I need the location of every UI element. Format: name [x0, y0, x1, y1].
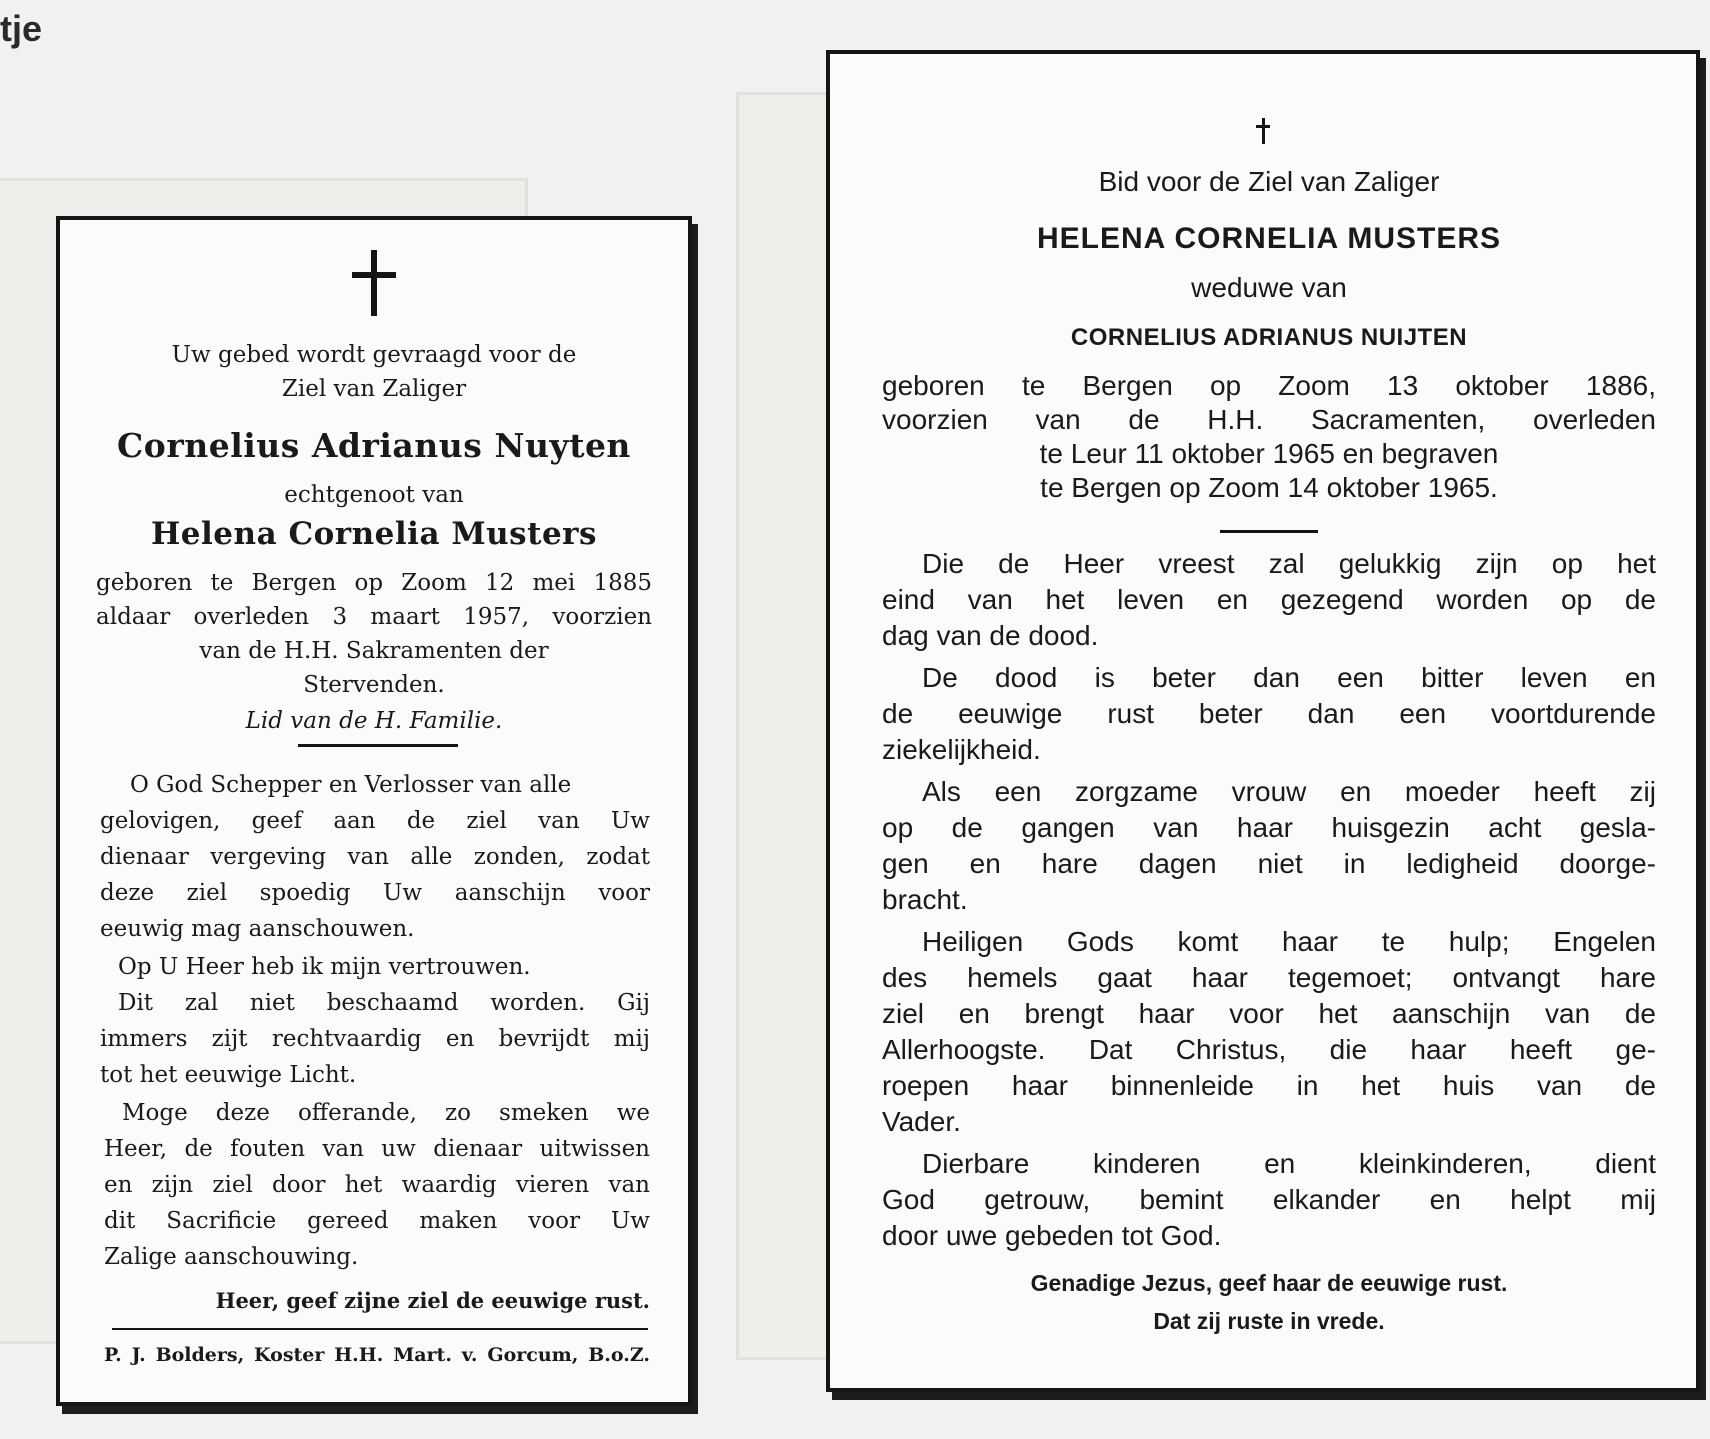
divider-rule — [112, 1328, 648, 1330]
prayer-line: immers zijt rechtvaardig en bevrijdt mij — [100, 1026, 650, 1052]
verse-line: Vader. — [882, 1106, 961, 1137]
bio-line: te Bergen op Zoom 14 oktober 1965. — [1040, 472, 1498, 503]
verse-line: ziekelijkheid. — [882, 734, 1041, 765]
verse-line: God getrouw, bemint elkander en helpt mij — [882, 1184, 1656, 1215]
verse-line: dag van de dood. — [882, 620, 1099, 651]
divider-rule — [1220, 530, 1318, 533]
printer-credit: P. J. Bolders, Koster H.H. Mart. v. Gorcum, B.o.Z. — [104, 1344, 650, 1366]
verse-line: de eeuwige rust beter dan een voortdurende — [882, 698, 1656, 729]
verse-line: op de gangen van haar huisgezin acht gesla- — [882, 812, 1656, 843]
verse-line: Allerhoogste. Dat Christus, die haar heeft ge- — [882, 1034, 1656, 1065]
prayer-line: Op U Heer heb ik mijn vertrouwen. — [118, 954, 531, 980]
prayer-line: Zalige aanschouwing. — [104, 1244, 359, 1270]
verse-line: des hemels gaat haar tegemoet; ontvangt hare — [882, 962, 1656, 993]
relation-label: echtgenoot van — [284, 482, 464, 508]
memorial-card-nuyten — [56, 216, 692, 1406]
bio-line: geboren te Bergen op Zoom 12 mei 1885 — [96, 570, 652, 596]
prayer-line: O God Schepper en Verlosser van alle — [130, 772, 572, 798]
bio-line: geboren te Bergen op Zoom 13 oktober 1886, — [882, 370, 1656, 401]
closing-line: Genadige Jezus, geef haar de eeuwige rust. — [1030, 1270, 1508, 1296]
verse-line: roepen haar binnenleide in het huis van de — [882, 1070, 1656, 1101]
intro-line: Ziel van Zaliger — [281, 376, 467, 402]
prayer-line: eeuwig mag aanschouwen. — [100, 916, 415, 942]
prayer-line: gelovigen, geef aan de ziel van Uw — [100, 808, 650, 834]
verse-line: bracht. — [882, 884, 968, 915]
verse-line: Heiligen Gods komt haar te hulp; Engelen — [922, 926, 1656, 957]
verse-line: gen en hare dagen niet in ledigheid doorge- — [882, 848, 1656, 879]
deceased-name: Cornelius Adrianus Nuyten — [117, 426, 631, 465]
verse-line: ziel en brengt haar voor het aanschijn van de — [882, 998, 1656, 1029]
verse-line: Die de Heer vreest zal gelukkig zijn op het — [922, 548, 1656, 579]
prayer-line: Moge deze offerande, zo smeken we — [122, 1100, 650, 1126]
cross-icon — [352, 250, 396, 316]
verse-line: De dood is beter dan een bitter leven en — [922, 662, 1656, 693]
page-heading-fragment: tje — [0, 8, 43, 49]
bio-line: aldaar overleden 3 maart 1957, voorzien — [96, 604, 652, 630]
memorial-card-musters — [826, 50, 1700, 1392]
bio-line: voorzien van de H.H. Sacramenten, overleden — [882, 404, 1656, 435]
bio-line: van de H.H. Sakramenten der — [199, 638, 549, 664]
spouse-name: Helena Cornelia Musters — [151, 516, 597, 552]
intro-line: Uw gebed wordt gevraagd voor de — [171, 342, 577, 368]
spouse-name: CORNELIUS ADRIANUS NUIJTEN — [1070, 324, 1468, 351]
intro-line: Bid voor de Ziel van Zaliger — [1098, 166, 1440, 197]
divider-rule — [298, 744, 458, 747]
verse-line: eind van het leven en gezegend worden op de — [882, 584, 1656, 615]
bio-line: Stervenden. — [303, 672, 445, 698]
prayer-line: dienaar vergeving van alle zonden, zodat — [100, 844, 650, 870]
closing-line: Heer, geef zijne ziel de eeuwige rust. — [215, 1288, 650, 1313]
verse-line: Als een zorgzame vrouw en moeder heeft zij — [922, 776, 1656, 807]
prayer-line: Dit zal niet beschaamd worden. Gij — [118, 990, 650, 1016]
closing-line: Dat zij ruste in vrede. — [1153, 1308, 1385, 1334]
membership-line: Lid van de H. Familie. — [245, 708, 503, 734]
relation-label: weduwe van — [1191, 272, 1347, 303]
prayer-line: dit Sacrificie gereed maken voor Uw — [104, 1208, 650, 1234]
verse-line: Dierbare kinderen en kleinkinderen, dient — [922, 1148, 1656, 1179]
prayer-line: en zijn ziel door het waardig vieren van — [104, 1172, 650, 1198]
prayer-line: Heer, de fouten van uw dienaar uitwissen — [104, 1136, 650, 1162]
bio-line: te Leur 11 oktober 1965 en begraven — [1039, 438, 1499, 469]
verse-line: door uwe gebeden tot God. — [882, 1220, 1222, 1251]
cross-icon — [1255, 118, 1271, 144]
prayer-line: tot het eeuwige Licht. — [100, 1062, 357, 1088]
deceased-name: HELENA CORNELIA MUSTERS — [1036, 222, 1502, 255]
prayer-line: deze ziel spoedig Uw aanschijn voor — [100, 880, 650, 906]
